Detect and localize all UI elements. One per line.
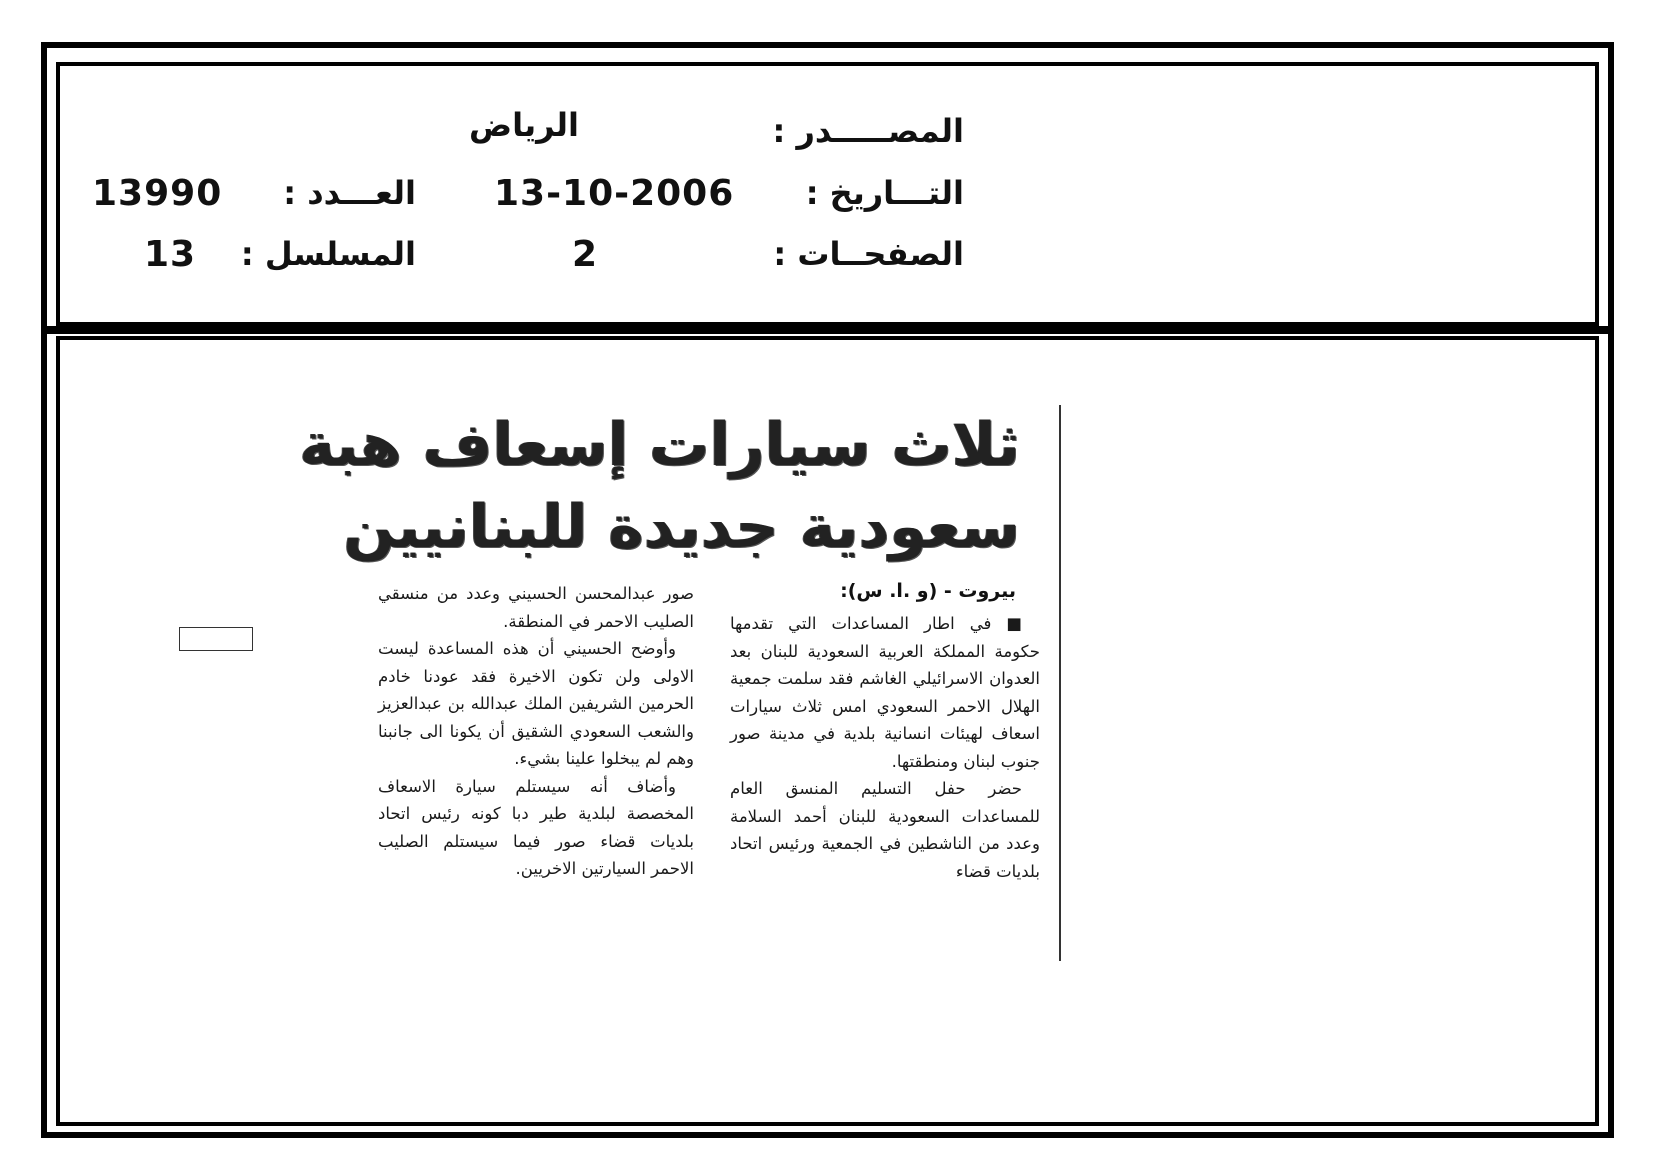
pages-value: 2 xyxy=(572,234,599,275)
header-divider xyxy=(47,326,1608,334)
serial-label: المسلسل : xyxy=(240,235,416,273)
issue-label: العـــدد : xyxy=(283,174,416,212)
article-column-left xyxy=(378,580,694,883)
pages-label: الصفحــات : xyxy=(773,235,964,273)
article-column-right xyxy=(730,610,1040,885)
paragraph: وأضاف أنه سيستلم سيارة الاسعاف المخصصة لبلدية طير دبا كونه رئيس اتحاد بلديات قضاء صور فيما سيستلم الصليب الاحمر السيارتين الاخريين. xyxy=(378,776,694,878)
source-value: الرياض xyxy=(469,106,579,144)
paragraph: ■ في اطار المساعدات التي تقدمها حكومة المملكة العربية السعودية للبنان بعد العدوان الاسرائيلي الغاشم فقد سلمت جمعية الهلال الاحمر السعودي امس ثلاث سيارات اسعاف لهيئات انسانية بلدية في مدينة صور جنوب لبنان ومنطقتها. xyxy=(730,614,1040,771)
serial-value: 13 xyxy=(144,234,197,275)
issue-value: 13990 xyxy=(92,173,223,214)
headline-line-1: ثلاث سيارات إسعاف هبة xyxy=(299,410,1020,480)
paragraph: وأوضح الحسيني أن هذه المساعدة ليست الاولى ولن تكون الاخيرة فقد عودنا خادم الحرمين الشريفين الملك عبدالله بن عبدالعزيز والشعب السعودي الشقيق أن يكونا الى جانبنا وهم لم يبخلوا علينا بشيء. xyxy=(378,639,694,768)
date-value: 13-10-2006 xyxy=(494,173,735,214)
column-rule xyxy=(1059,405,1061,961)
paragraph: صور عبدالمحسن الحسيني وعدد من منسقي الصليب الاحمر في المنطقة. xyxy=(378,584,694,631)
article-dateline: بيروت - (و .ا. س): xyxy=(840,580,1016,602)
headline-line-2: سعودية جديدة للبنانيين xyxy=(343,492,1020,562)
paragraph: حضر حفل التسليم المنسق العام للمساعدات السعودية للبنان أحمد السلامة وعدد من الناشطين في الجمعية ورئيس اتحاد بلديات قضاء xyxy=(730,779,1040,881)
empty-rectangle xyxy=(179,627,253,651)
date-label: التـــاريخ : xyxy=(805,174,964,212)
source-label: المصـــــدر : xyxy=(772,112,964,150)
